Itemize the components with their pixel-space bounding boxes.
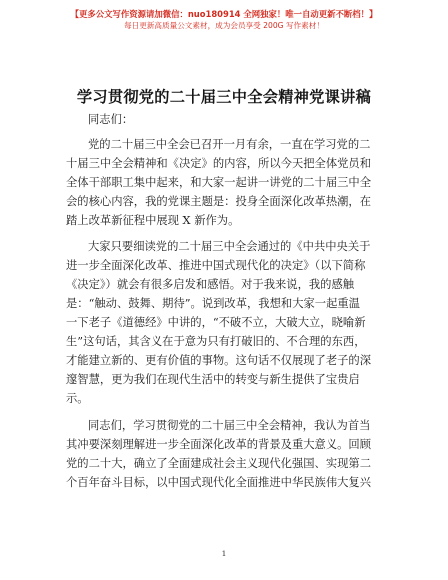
text-line: 党的二十届三中全会已召开一月有余，一直在学习党的二 <box>88 138 371 151</box>
text-line: 个百年奋斗目标，以中国式现代化全面推进中华民族伟大复兴 <box>66 476 372 489</box>
text-line: 同志们，学习贯彻党的二十届三中全会精神，我认为首当 <box>88 419 371 432</box>
page-number: 1 <box>221 549 227 558</box>
text-line: 大家只要细读党的二十届三中全会通过的《中共中央关于 <box>88 240 371 253</box>
text-line: 进一步全面深化改革、推进中国式现代化的决定》（以下简称 <box>66 259 366 272</box>
text-line: 示。 <box>66 392 89 405</box>
text-line: 其冲要深刻理解进一步全面深化改革的背景及重大意义。回顾 <box>66 438 372 451</box>
text-line: 踏上改革新征程中展现 X 新作为。 <box>66 214 240 227</box>
promo-banner <box>0 8 448 32</box>
text-line: 才能建立新的、更有价值的事物。这句话不仅展现了老子的深 <box>66 354 372 367</box>
text-line: 一下老子《道德经》中讲的，“不破不立，大破大立，晓喻新 <box>66 316 366 329</box>
text-line: 党的二十大，确立了全面建成社会主义现代化强国、实现第二 <box>66 457 372 470</box>
text-line: 会的核心内容，我的党课主题是：投身全面深化改革热潮，在 <box>66 195 372 208</box>
text-line: 全体干部职工集中起来，和大家一起讲一讲党的二十届三中全 <box>66 176 372 189</box>
promo-line-2: 每日更新高质量公文素材，成为会员享受 200G 写作素材！ <box>124 21 324 30</box>
document-body <box>66 110 388 498</box>
paragraph-3 <box>66 416 388 492</box>
promo-line-1: 【更多公文写作资源请加微信：nuo180914 全网独家！唯一自动更新不断档！】 <box>70 9 378 19</box>
text-line: 邃智慧，更为我们在现代生活中的转变与新生提供了宝贵启 <box>66 373 360 386</box>
text-line: 生”这句话，其含义在于意为只有打破旧的、不合理的东西， <box>66 335 366 348</box>
text-line: 《决定》）就会有很多启发和感悟。对于我来说，我的感触 <box>66 278 355 291</box>
text-line: 是：“触动、鼓舞、期待”。说到改革，我想和大家一起重温 <box>66 297 360 310</box>
salutation: 同志们： <box>88 113 134 126</box>
paragraph-1 <box>66 135 388 230</box>
paragraph-2 <box>66 237 388 408</box>
document-title: 学习贯彻党的二十届三中全会精神党课讲稿 <box>76 88 372 106</box>
text-line: 十届三中全会精神和《决定》的内容，所以今天把全体党员和 <box>66 157 372 170</box>
